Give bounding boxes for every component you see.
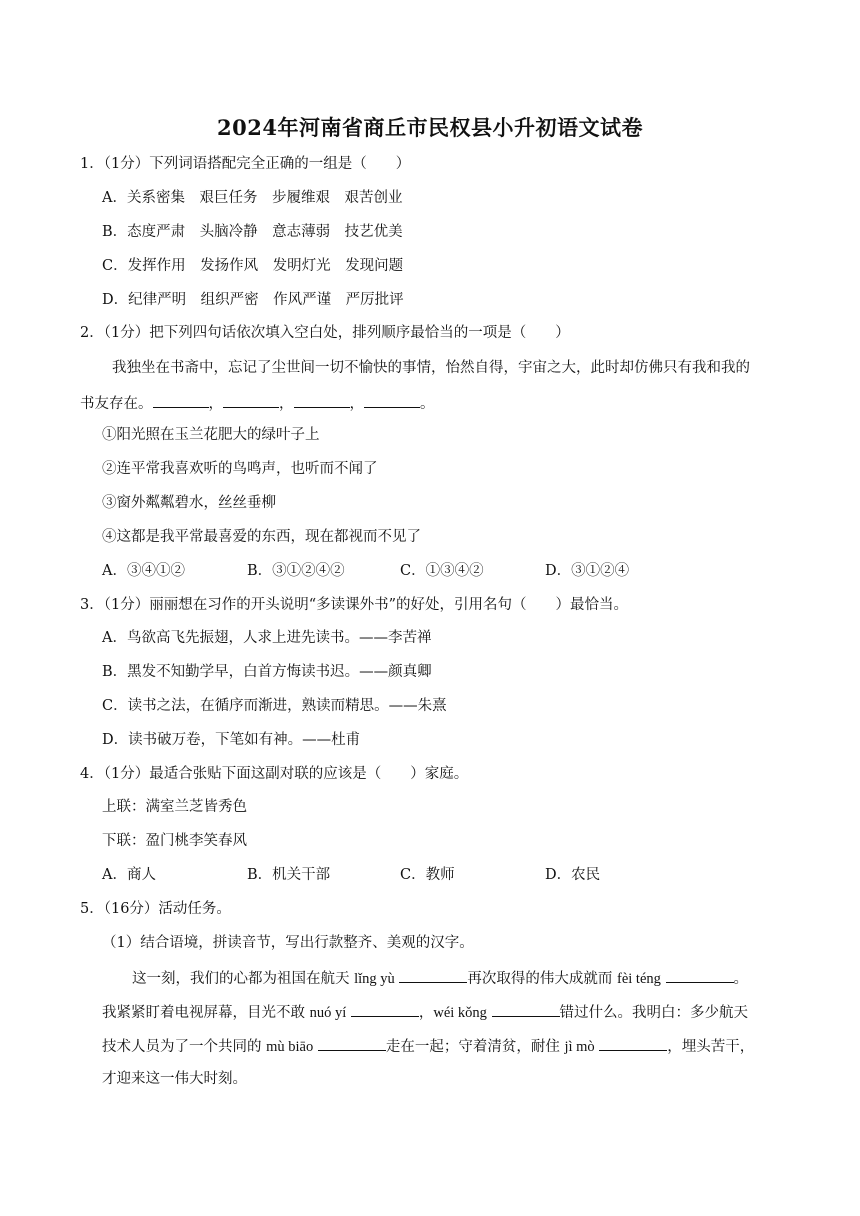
answer-blank-mubiao[interactable] — [318, 1035, 386, 1051]
question-4-option-c: C．教师 — [400, 867, 455, 883]
q5-passage-line-2 — [102, 1001, 748, 1023]
comma: ， — [418, 1005, 434, 1021]
question-2-option-d: D．③①②④ — [545, 563, 630, 579]
q5-passage-line-3 — [102, 1035, 754, 1057]
sentence-2: ②连平常我喜欢听的鸟鸣声，也听而不闻了 — [102, 461, 378, 477]
answer-blank-1[interactable] — [153, 392, 209, 408]
answer-blank-2[interactable] — [223, 392, 279, 408]
q5-passage-line-4: 才迎来这一伟大时刻。 — [102, 1071, 247, 1087]
question-4-stem: 4．（1分）最适合张贴下面这副对联的应该是（ ）家庭。 — [80, 766, 469, 782]
passage-text: 这一刻，我们的心都为祖国在航天 — [132, 971, 355, 987]
question-3-stem: 3．（1分）丽丽想在习作的开头说明“多读课外书”的好处，引用名句（ ）最恰当。 — [80, 597, 629, 613]
pinyin-mubiao: mù biāo — [266, 1039, 314, 1055]
sentence-4: ④这都是我平常最喜爱的东西，现在都视而不见了 — [102, 529, 421, 545]
pinyin-weikong: wéi kǒng — [433, 1005, 487, 1021]
answer-blank-nuoyi[interactable] — [351, 1001, 419, 1017]
comma: ， — [279, 396, 294, 412]
sentence-3: ③窗外粼粼碧水，丝丝垂柳 — [102, 495, 276, 511]
comma: ， — [349, 396, 364, 412]
passage-text: 书友存在。 — [80, 396, 153, 412]
page-title: 2024年河南省商丘市民权县小升初语文试卷 — [217, 115, 643, 140]
question-1-stem: 1．（1分）下列词语搭配完全正确的一组是（ ） — [80, 156, 411, 172]
question-5-sub-1: （1）结合语境，拼读音节，写出行款整齐、美观的汉字。 — [102, 935, 474, 951]
answer-blank-weikong[interactable] — [492, 1001, 560, 1017]
comma: ， — [208, 396, 223, 412]
couplet-upper: 上联：满室兰芝皆秀色 — [102, 799, 247, 815]
pinyin-jimo: jì mò — [564, 1039, 595, 1055]
question-2-passage-line-1: 我独坐在书斋中，忘记了尘世间一切不愉快的事情，怡然自得，宇宙之大，此时却仿佛只有我和我的 — [112, 360, 750, 376]
passage-text: 错过什么。我明白：多少航天 — [559, 1005, 749, 1021]
couplet-lower: 下联：盈门桃李笑春风 — [102, 833, 247, 849]
pinyin-lingyu: lǐng yù — [354, 971, 395, 987]
question-2-option-c: C．①③④② — [400, 563, 484, 579]
question-1-option-d: D．纪律严明 组织严密 作风严谨 严厉批评 — [102, 292, 404, 308]
passage-text: ，埋头苦干， — [667, 1039, 755, 1055]
question-2-option-b: B．③①②④② — [247, 563, 345, 579]
answer-blank-jimo[interactable] — [599, 1035, 667, 1051]
q5-passage-line-1: 这一刻，我们的心都为祖国在航天 lǐng yù 再次取得的伟大成就而 fèi téng 。 — [132, 967, 748, 989]
pinyin-nuoyi: nuó yí — [309, 1005, 347, 1021]
question-3-option-b: B．黑发不知勤学早，白首方悔读书迟。——颜真卿 — [102, 664, 432, 680]
answer-blank-4[interactable] — [364, 392, 420, 408]
passage-text: 走在一起；守着清贫，耐住 — [385, 1039, 565, 1055]
question-3-option-d: D．读书破万卷，下笔如有神。——杜甫 — [102, 732, 361, 748]
pinyin-feiteng: fèi téng — [617, 971, 661, 987]
question-2-passage-line-2 — [80, 392, 435, 414]
answer-blank-lingyu[interactable] — [399, 967, 467, 983]
question-1-option-b: B．态度严肃 头脑冷静 意志薄弱 技艺优美 — [102, 224, 403, 240]
question-2-stem: 2．（1分）把下列四句话依次填入空白处，排列顺序最恰当的一项是（ ） — [80, 325, 570, 341]
question-5-stem: 5．（16分）活动任务。 — [80, 901, 231, 917]
question-2-option-a: A．③④①② — [102, 563, 185, 579]
question-1-option-a: A．关系密集 艰巨任务 步履维艰 艰苦创业 — [102, 190, 403, 206]
question-3-option-a: A．鸟欲高飞先振翅，人求上进先读书。——李苦禅 — [102, 630, 432, 646]
question-4-option-a: A．商人 — [102, 867, 156, 883]
period: 。 — [420, 396, 435, 412]
question-1-option-c: C．发挥作用 发扬作风 发明灯光 发现问题 — [102, 258, 404, 274]
sentence-1: ①阳光照在玉兰花肥大的绿叶子上 — [102, 427, 320, 443]
passage-text: 技术人员为了一个共同的 — [102, 1039, 267, 1055]
passage-text: 我紧紧盯着电视屏幕，目光不敢 — [102, 1005, 310, 1021]
passage-text: 再次取得的伟大成就而 — [467, 971, 618, 987]
answer-blank-feiteng[interactable] — [666, 967, 734, 983]
question-4-option-b: B．机关干部 — [247, 867, 331, 883]
answer-blank-3[interactable] — [294, 392, 350, 408]
question-3-option-c: C．读书之法，在循序而渐进，熟读而精思。——朱熹 — [102, 698, 447, 714]
question-4-option-d: D．农民 — [545, 867, 601, 883]
